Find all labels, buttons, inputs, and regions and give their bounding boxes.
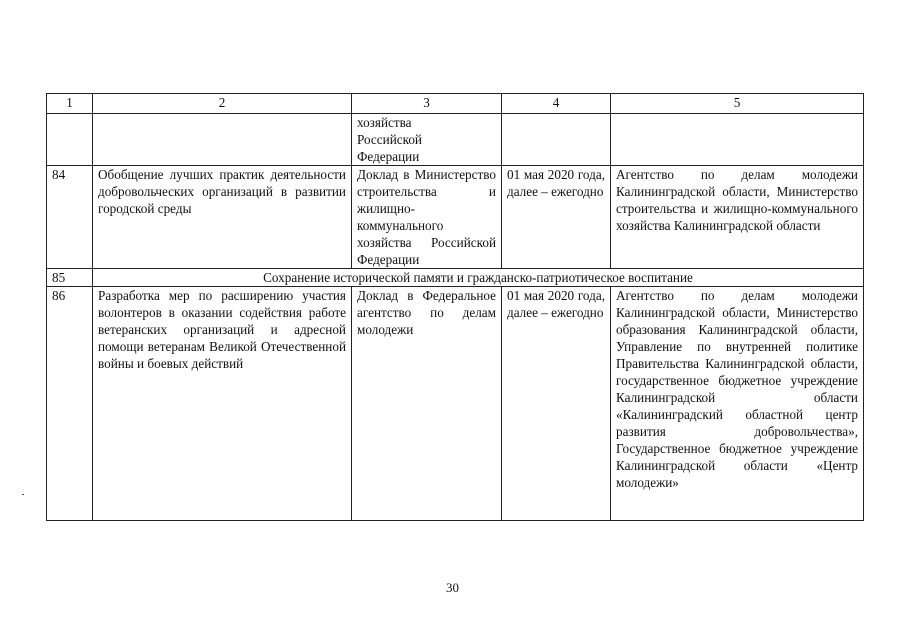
report-cell: Доклад в Министерство строительства и жилищно-коммунального хозяйства Российской Федерации (352, 166, 502, 269)
responsible-cell: Агентство по делам молодежи Калининградской области, Министерство строительства и жилищно-коммунального хозяйства Калининградской области (611, 166, 864, 269)
continuation-deadline (502, 114, 611, 166)
report-cell: Доклад в Федеральное агентство по делам молодежи (352, 287, 502, 521)
header-col-5: 5 (611, 94, 864, 114)
row-number: 86 (47, 287, 93, 521)
row-number: 85 (47, 269, 93, 287)
header-col-4: 4 (502, 94, 611, 114)
section-row (47, 269, 864, 287)
table-row (47, 287, 864, 521)
header-row (47, 94, 864, 114)
header-col-1: 1 (47, 94, 93, 114)
header-col-3: 3 (352, 94, 502, 114)
measure-cell: Разработка мер по расширению участия волонтеров в оказании содействия работе ветеранских организаций и адресной помощи ветеранам Великой Отечественной войны и боевых действий (93, 287, 352, 521)
continuation-line: Федерации (357, 149, 420, 164)
page-number: 30 (446, 580, 459, 595)
row-number: 84 (47, 166, 93, 269)
continuation-num (47, 114, 93, 166)
continuation-row (47, 114, 864, 166)
continuation-line: хозяйства (357, 115, 412, 130)
deadline-cell: 01 мая 2020 года, далее – ежегодно (502, 287, 611, 521)
continuation-measure (93, 114, 352, 166)
continuation-responsible (611, 114, 864, 166)
header-col-2: 2 (93, 94, 352, 114)
deadline-cell: 01 мая 2020 года, далее – ежегодно (502, 166, 611, 269)
table-row (47, 166, 864, 269)
measures-table (46, 93, 864, 521)
measure-cell: Обобщение лучших практик деятельности добровольческих организаций в развитии городской среды (93, 166, 352, 269)
section-title: Сохранение исторической памяти и гражданско-патриотическое воспитание (93, 269, 864, 287)
responsible-cell: Агентство по делам молодежи Калининградской области, Министерство образования Калининградской области, Управление по внутренней политике Правительства Калининградской области, государственное бюджетное учреждение Калининградской области «Калининградский областной центр развития добровольчества», Государственное бюджетное учреждение Калининградской области «Центр молодежи» (611, 287, 864, 521)
continuation-report (352, 114, 502, 166)
scan-speck (22, 494, 24, 495)
continuation-line: Российской (357, 132, 422, 147)
